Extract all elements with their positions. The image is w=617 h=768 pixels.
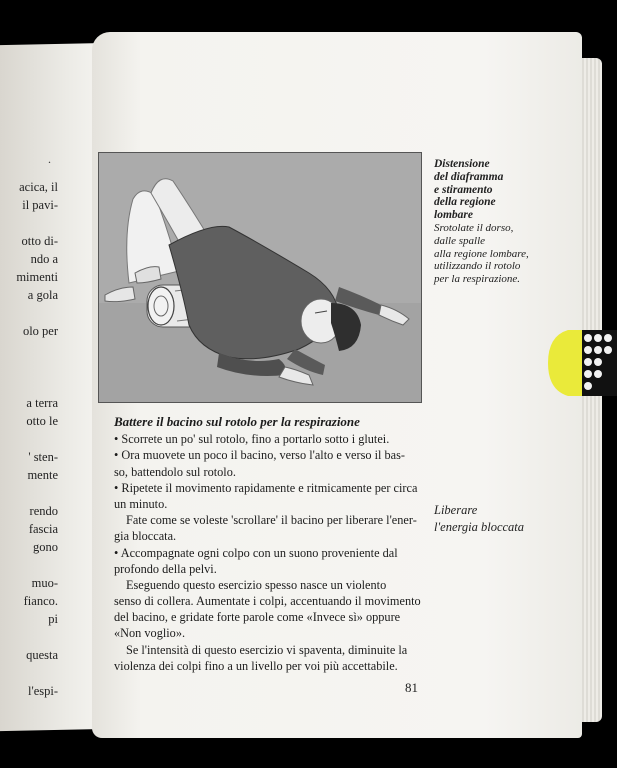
margin-note — [434, 502, 566, 536]
left-page-line: pi — [48, 612, 58, 626]
left-page-line: otto le — [26, 414, 58, 428]
left-page-line — [0, 304, 58, 322]
body-line: Fate come se voleste 'scrollare' il bacino per liberare l'ener- — [126, 513, 417, 528]
caption-title-line: della regione — [434, 196, 496, 209]
left-page-line — [0, 430, 58, 448]
body-line: violenza dei colpi fino a un livello per voi più accettabile. — [114, 658, 398, 673]
caption-body-line: utilizzando il rotolo — [434, 260, 521, 273]
caption-body-line: alla regione lombare, — [434, 247, 529, 260]
left-page-line — [0, 340, 58, 358]
body-line: profondo della pelvi. — [114, 561, 217, 576]
body-line: un minuto. — [114, 496, 168, 511]
body-line: gia bloccata. — [114, 529, 177, 544]
left-page-line: a terra — [26, 396, 58, 410]
photo-caption — [434, 158, 566, 286]
left-page-line — [0, 664, 58, 682]
main-text — [114, 414, 420, 674]
caption-body-line: dalle spalle — [434, 234, 486, 247]
left-page-line: olo per — [22, 324, 58, 338]
caption-title-line: e stiramento — [434, 183, 493, 196]
caption-body-line: Srotolate il dorso, — [434, 221, 514, 234]
left-page-line: muo- — [31, 576, 58, 590]
left-page-line: rendo — [29, 504, 58, 518]
caption-body — [434, 222, 566, 286]
section-body — [114, 431, 420, 674]
left-page-line: otto di- — [21, 234, 58, 248]
left-page-line: a gola — [27, 288, 58, 302]
body-line: «Non voglio». — [114, 626, 186, 641]
left-page-line: mimenti — [16, 270, 58, 284]
body-line: Se l'intensità di questo esercizio vi spaventa, diminuite la — [126, 642, 408, 657]
left-page-line: gono — [33, 540, 58, 554]
left-page-line — [0, 628, 58, 646]
margin-note-line: l'energia bloccata — [434, 520, 525, 534]
left-page-line — [0, 214, 58, 232]
body-line: senso di collera. Aumentate i colpi, accentuando il movimento — [114, 594, 421, 609]
body-line: Eseguendo questo esercizio spesso nasce un violento — [126, 577, 387, 592]
left-page-line: fascia — [28, 522, 58, 536]
body-line: • Ripetete il movimento rapidamente e ritmicamente per circa — [114, 480, 418, 495]
caption-title — [434, 158, 566, 222]
left-page-line — [0, 484, 58, 502]
left-page-line: fianco. — [23, 594, 58, 608]
left-page-text — [0, 178, 58, 700]
left-page-line: ndo a — [30, 252, 58, 266]
page-number: 81 — [405, 680, 418, 695]
left-page-line: acica, il — [19, 180, 58, 194]
margin-note-line: Liberare — [434, 503, 478, 517]
left-page-line: mente — [27, 468, 58, 482]
caption-title-line: del diaframma — [434, 170, 504, 183]
left-page-line — [0, 376, 58, 394]
left-page-dot: . — [48, 152, 51, 166]
left-page-line — [0, 358, 58, 376]
left-page-line: ' sten- — [28, 450, 58, 464]
body-line: • Ora muovete un poco il bacino, verso l'alto e verso il bas- — [114, 448, 405, 463]
body-line: del bacino, e gridate forte parole come «Invece sì» oppure — [114, 610, 401, 625]
body-line: • Accompagnate ogni colpo con un suono proveniente dal — [114, 545, 398, 560]
exercise-photo — [98, 152, 422, 403]
left-page-line: il pavi- — [22, 198, 58, 212]
section-heading: Battere il bacino sul rotolo per la respirazione — [114, 414, 360, 429]
caption-body-line: per la respirazione. — [434, 273, 521, 286]
caption-title-line: lombare — [434, 209, 473, 222]
left-page-line — [0, 556, 58, 574]
caption-title-line: Distensione — [434, 158, 490, 170]
body-line: • Scorrete un po' sul rotolo, fino a portarlo sotto i glutei. — [114, 432, 390, 447]
bookmark-tab-icon[interactable] — [548, 330, 617, 396]
left-page-line: questa — [26, 648, 58, 662]
exercise-photo-illustration — [99, 153, 421, 402]
left-page-line: l'espi- — [27, 684, 58, 698]
body-line: so, battendolo sul rotolo. — [114, 464, 236, 479]
